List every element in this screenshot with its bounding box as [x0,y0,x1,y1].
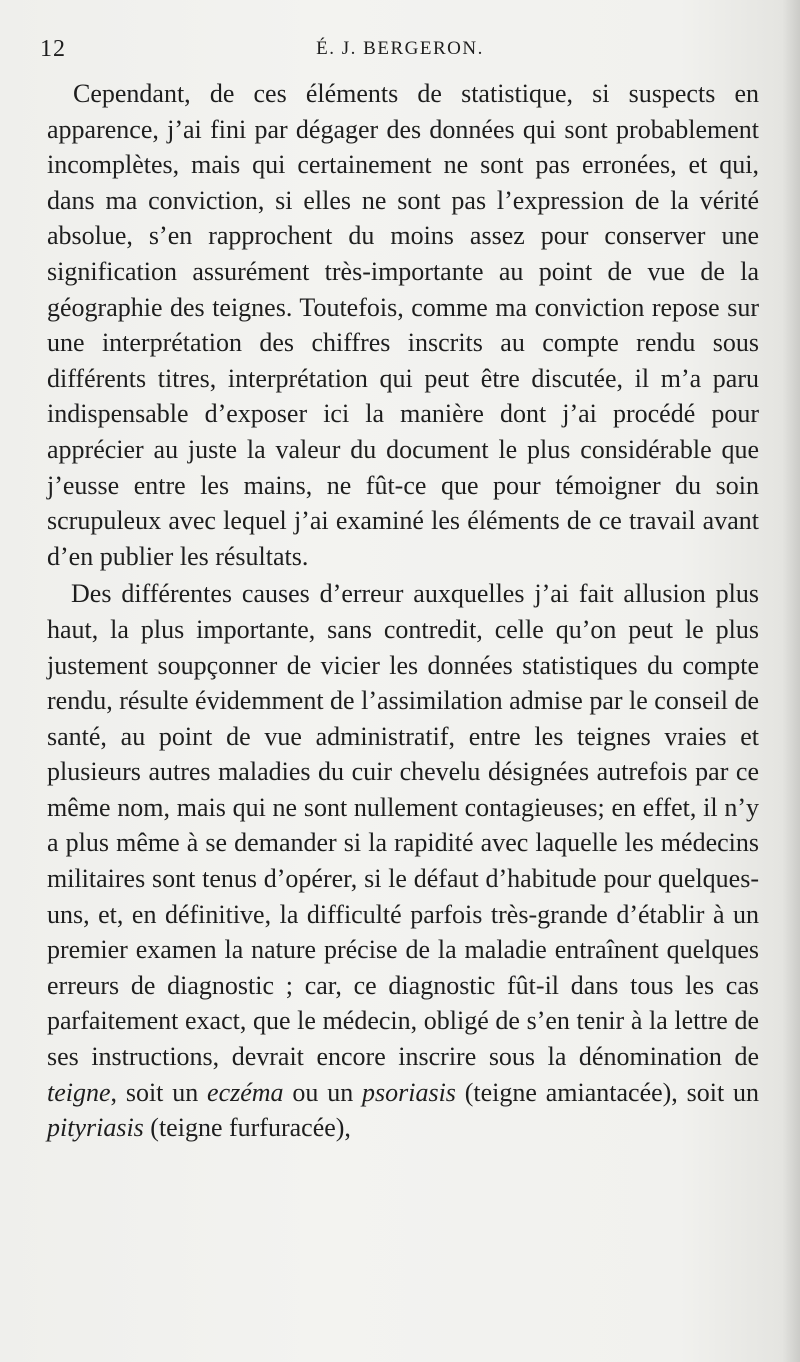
paragraph-2-text-part-3: ou un [283,1077,362,1107]
italic-term-eczema: eczéma [207,1077,284,1107]
italic-term-teigne: teigne [47,1077,111,1107]
paragraph-2-text-part-5: (teigne furfuracée), [143,1113,351,1143]
page-edge-shadow [782,0,800,1362]
page-number: 12 [40,36,66,62]
paragraph-2-text-part-1: Des différentes causes d’erreur auxquelles j’ai fait allusion plus haut, la plus importante, sans contredit, celle qu’on peut le plus justement soupçonner de vicier les données statistiques du compte rendu, résulte évidemment de l’assimilation admise par le conseil de santé, au point de vue administratif, entre les teignes vraies et plusieurs autres maladies du cuir chevelu désignées autrefois par ce même nom, mais qui ne sont nullement contagieuses; en effet, il n’y a plus même à se demander si la rapidité avec laquelle les médecins militaires sont tenus d’opérer, si le défaut d’habitude pour quelques-uns, et, en définitive, la difficulté parfois très-grande d’établir à un premier examen la nature précise de la maladie entraînent quelques erreurs de diagnostic ; car, ce diagnostic fût-il dans tous les cas parfaitement exact, que le médecin, obligé de s’en tenir à la lettre de ses instructions, devrait encore inscrire sous la dénomination de [47,579,759,1072]
paragraph-1: Cependant, de ces éléments de statistique, si suspects en apparence, j’ai fini par dégager des données qui sont probablement incomplètes, mais qui certainement ne sont pas erronées, et qui, dans ma conviction, si elles ne sont pas l’expression de la vérité absolue, s’en rapprochent du moins assez pour conserver une signification assurément très-importante au point de vue de la géographie des teignes. Toutefois, comme ma conviction repose sur une interprétation des chiffres inscrits au compte rendu sous différents titres, interprétation qui peut être discutée, il m’a paru indispensable d’exposer ici la manière dont j’ai procédé pour apprécier au juste la valeur du document le plus considérable que j’eusse entre les mains, ne fût-ce que pour témoigner du soin scrupuleux avec lequel j’ai examiné les éléments de ce travail avant d’en publier les résultats. [47,79,759,571]
italic-term-pityriasis: pityriasis [47,1113,144,1143]
italic-term-psoriasis: psoriasis [362,1077,456,1107]
paragraph-2-text-part-4: (teigne amiantacée), soit un [455,1077,759,1107]
running-head: É. J. BERGERON. [316,38,484,59]
page-header [40,36,760,70]
paragraph-2-text-part-2: , soit un [110,1077,208,1107]
paragraph-2 [47,576,759,1146]
body-text [47,76,759,1146]
